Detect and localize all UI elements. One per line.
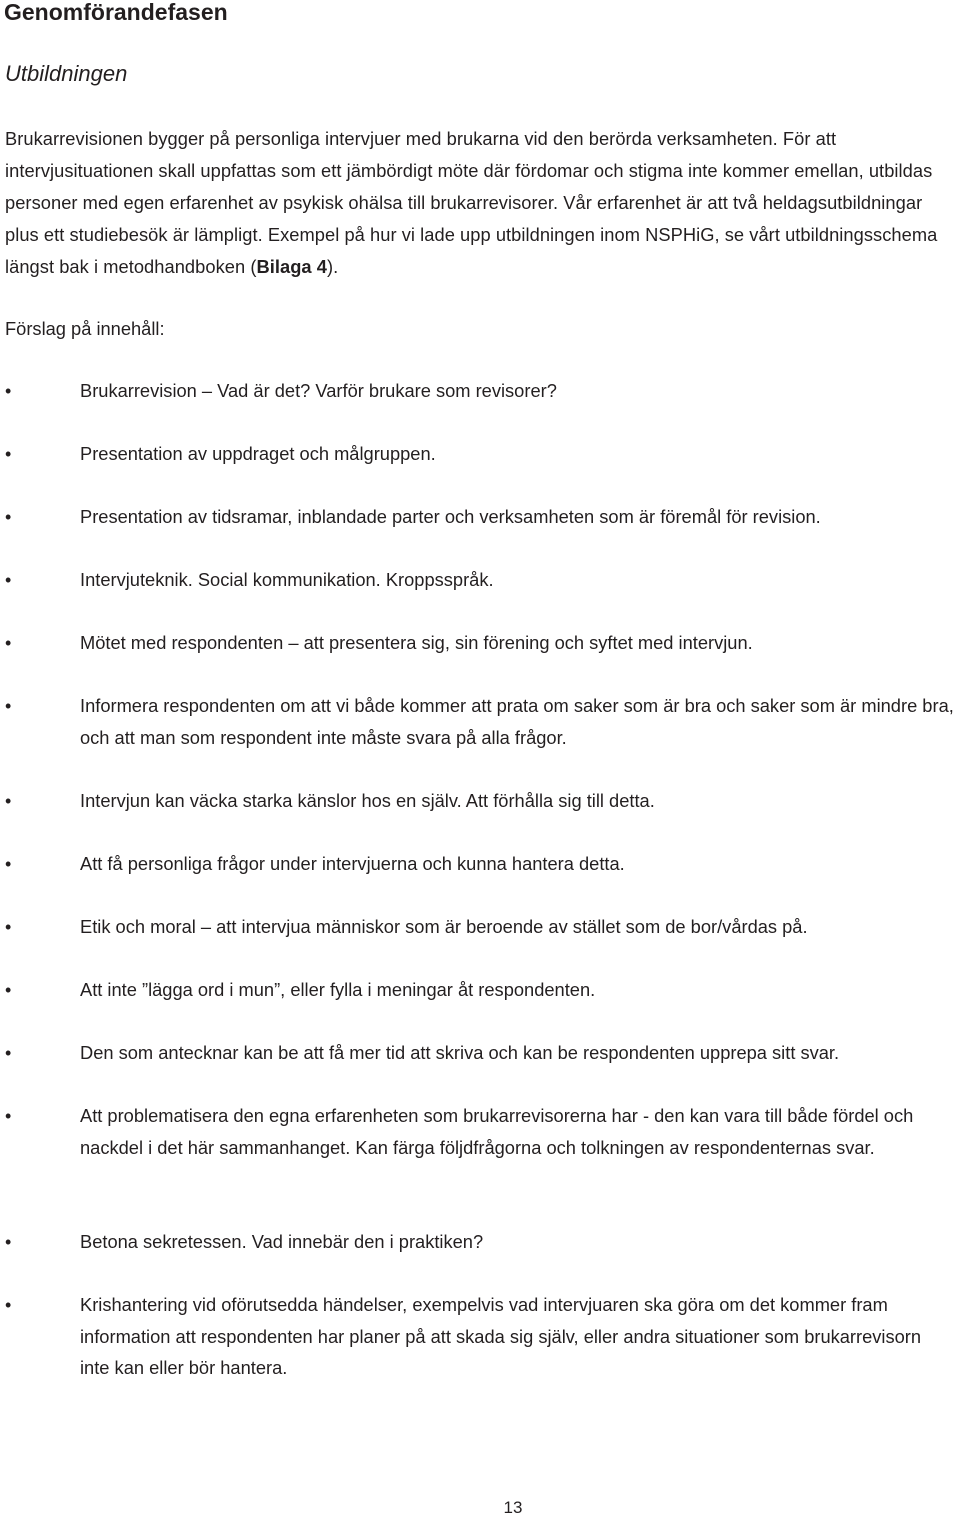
bullet-icon: • xyxy=(5,381,12,401)
list-item-text: Etik och moral – att intervjua människor som är beroende av stället som de bor/vårdas på. xyxy=(80,916,808,937)
list-item-text: Krishantering vid oförutsedda händelser, exempelvis vad intervjuaren ska göra om det kommer fram information att respondenten har planer på att skada sig själv, eller andra situationer som brukarrevisorn inte kan eller bör hantera. xyxy=(80,1294,922,1378)
list-item-text: Betona sekretessen. Vad innebär den i praktiken? xyxy=(80,1231,484,1252)
page-number: 13 xyxy=(503,1498,523,1517)
list-item-text: Den som antecknar kan be att få mer tid att skriva och kan be respondenten upprepa sitt svar. xyxy=(80,1042,840,1063)
section-heading: Genomförandefasen xyxy=(4,0,228,25)
bullet-icon: • xyxy=(5,696,12,716)
list-item-text: Att få personliga frågor under intervjuerna och kunna hantera detta. xyxy=(80,853,625,874)
intro-text-after: ). xyxy=(326,256,339,277)
intro-paragraph xyxy=(5,123,960,283)
list-item-text: Intervjuteknik. Social kommunikation. Kroppsspråk. xyxy=(80,569,494,590)
intro-bold-reference: Bilaga 4 xyxy=(256,256,327,277)
bullet-icon: • xyxy=(5,1106,12,1126)
list-item-text: Presentation av tidsramar, inblandade parter och verksamheten som är föremål för revision. xyxy=(80,506,821,527)
bullet-icon: • xyxy=(5,980,12,1000)
list-item-text: Brukarrevision – Vad är det? Varför brukare som revisorer? xyxy=(80,380,557,401)
bullet-icon: • xyxy=(5,633,12,653)
list-item-text: Mötet med respondenten – att presentera sig, sin förening och syftet med intervjun. xyxy=(80,632,753,653)
bullet-icon: • xyxy=(5,917,12,937)
bullet-icon: • xyxy=(5,444,12,464)
bullet-icon: • xyxy=(5,507,12,527)
list-item-text: Presentation av uppdraget och målgruppen. xyxy=(80,443,436,464)
list-item-text: Informera respondenten om att vi både kommer att prata om saker som är bra och saker som är mindre bra, och att man som respondent inte måste svara på alla frågor. xyxy=(80,695,954,748)
bullet-icon: • xyxy=(5,1295,12,1315)
list-item-text: Att inte ”lägga ord i mun”, eller fylla i meningar åt respondenten. xyxy=(80,979,596,1000)
section-subheading: Utbildningen xyxy=(5,61,128,86)
bullet-icon: • xyxy=(5,1043,12,1063)
intro-text-before: Brukarrevisionen bygger på personliga intervjuer med brukarna vid den berörda verksamheten. För att intervjusituationen skall uppfattas som ett jämbördigt möte där fördomar och stigma inte kommer emellan, utbildas personer med egen erfarenhet av psykisk ohälsa till brukarrevisorer. Vår erfarenhet är att två heldagsutbildningar plus ett studiebesök är lämpligt. Exempel på hur vi lade upp utbildningen inom NSPHiG, se vårt utbildningsschema längst bak i metodhandboken ( xyxy=(5,128,938,277)
bullet-icon: • xyxy=(5,854,12,874)
bullet-icon: • xyxy=(5,570,12,590)
list-heading: Förslag på innehåll: xyxy=(5,318,165,339)
list-item-text: Att problematisera den egna erfarenheten som brukarrevisorerna har - den kan vara till både fördel och nackdel i det här sammanhanget. Kan färga följdfrågorna och tolkningen av respondenternas svar. xyxy=(80,1105,914,1158)
bullet-icon: • xyxy=(5,791,12,811)
list-item-text: Intervjun kan väcka starka känslor hos en själv. Att förhålla sig till detta. xyxy=(80,790,655,811)
bullet-icon: • xyxy=(5,1232,12,1252)
